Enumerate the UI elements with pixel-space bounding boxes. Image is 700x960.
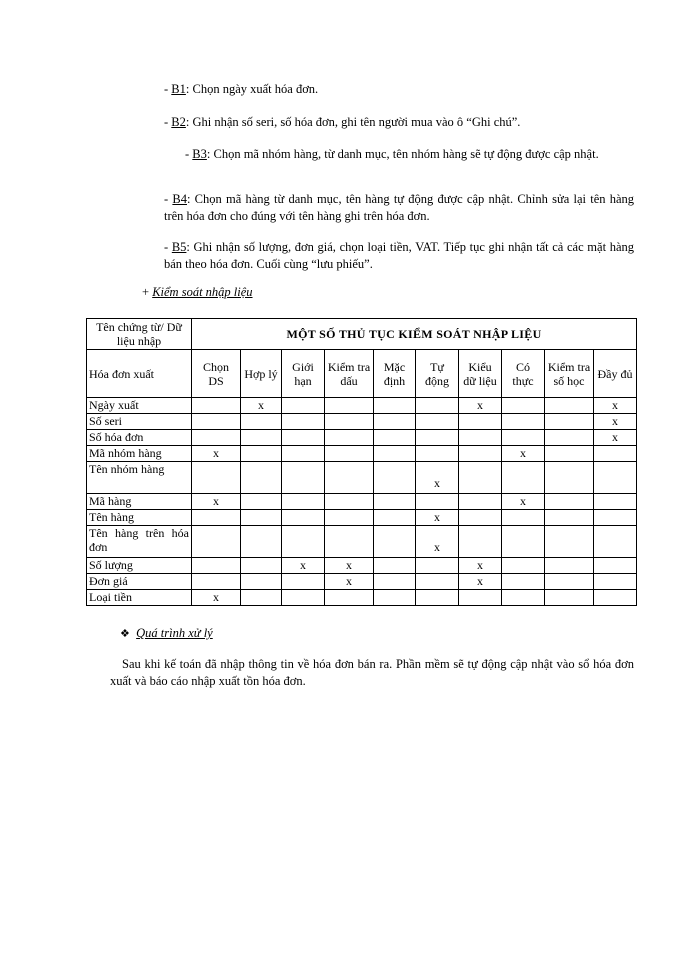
table-cell (282, 494, 325, 510)
table-cell (545, 494, 594, 510)
table-cell (416, 590, 459, 606)
table-cell (416, 398, 459, 414)
table-cell (325, 510, 374, 526)
table-cell (374, 494, 416, 510)
table-cell: x (594, 414, 637, 430)
row-label: Tên hàng trên hóa đơn (87, 526, 192, 558)
step-label: B3 (192, 147, 207, 161)
table-cell (594, 510, 637, 526)
row-label: Tên hàng (87, 510, 192, 526)
column-header: Đầy đủ (594, 350, 637, 398)
table-cell (502, 414, 545, 430)
table-cell (282, 574, 325, 590)
step-text: : Ghi nhận số lượng, đơn giá, chọn loại tiền, VAT. Tiếp tục ghi nhận tất cả các mặt hàng bán theo hóa đơn. Cuối cùng “lưu phiếu”. (164, 240, 634, 271)
table-cell (594, 446, 637, 462)
table-cell (374, 526, 416, 558)
table-cell (241, 574, 282, 590)
table-cell (459, 430, 502, 446)
table-cell (241, 414, 282, 430)
table-cell (241, 462, 282, 494)
table-cell (241, 558, 282, 574)
table-cell: x (325, 558, 374, 574)
table-cell (594, 558, 637, 574)
table-cell: x (241, 398, 282, 414)
table-row (87, 510, 637, 526)
table-cell (241, 430, 282, 446)
table-cell: x (416, 526, 459, 558)
table-cell (192, 398, 241, 414)
table-title-row (87, 319, 637, 350)
column-header: Mặc định (374, 350, 416, 398)
table-cell (282, 398, 325, 414)
table-cell (502, 462, 545, 494)
table-cell (459, 590, 502, 606)
table-cell (545, 526, 594, 558)
table-header-row (87, 350, 637, 398)
table-cell (594, 590, 637, 606)
table-cell (502, 430, 545, 446)
table-cell: x (502, 494, 545, 510)
table-cell (325, 590, 374, 606)
table-cell (325, 414, 374, 430)
column-header: Kiểm tra số học (545, 350, 594, 398)
step-text: : Ghi nhận số seri, số hóa đơn, ghi tên người mua vào ô “Ghi chú”. (185, 115, 521, 129)
table-cell (459, 510, 502, 526)
row-label: Số lượng (87, 558, 192, 574)
table-cell (416, 558, 459, 574)
table-cell (325, 398, 374, 414)
table-row (87, 398, 637, 414)
table-cell (416, 446, 459, 462)
table-cell (192, 558, 241, 574)
table-cell (282, 430, 325, 446)
table-cell (192, 526, 241, 558)
table-cell (502, 398, 545, 414)
process-title: Quá trình xử lý (136, 626, 213, 640)
table-cell (594, 526, 637, 558)
table-row (87, 494, 637, 510)
step-label: B5 (171, 240, 187, 254)
row-label: Số hóa đơn (87, 430, 192, 446)
row-label: Số seri (87, 414, 192, 430)
table-cell (282, 510, 325, 526)
table-cell: x (459, 574, 502, 590)
table-cell (459, 494, 502, 510)
table-cell (502, 590, 545, 606)
table-cell (282, 590, 325, 606)
column-header: Hợp lý (241, 350, 282, 398)
table-cell (241, 446, 282, 462)
table-title: MỘT SỐ THỦ TỤC KIỂM SOÁT NHẬP LIỆU (192, 319, 637, 350)
table-cell (594, 574, 637, 590)
column-header: Kiểu dữ liệu (459, 350, 502, 398)
table-cell (325, 494, 374, 510)
table-cell (416, 574, 459, 590)
step-text: : Chọn mã nhóm hàng, từ danh mục, tên nhóm hàng sẽ tự động được cập nhật. (206, 147, 599, 161)
table-cell (374, 446, 416, 462)
table-cell (502, 574, 545, 590)
table-cell: x (192, 590, 241, 606)
step-b3: - B3: Chọn mã nhóm hàng, từ danh mục, tên nhóm hàng sẽ tự động được cập nhật. (185, 147, 599, 161)
table-cell (282, 414, 325, 430)
table-cell (459, 526, 502, 558)
table-cell (282, 526, 325, 558)
table-row (87, 574, 637, 590)
table-cell (374, 398, 416, 414)
table-cell: x (594, 430, 637, 446)
table-cell (545, 574, 594, 590)
table-cell (459, 462, 502, 494)
row-label: Đơn giá (87, 574, 192, 590)
column-header: Kiểm tra dấu (325, 350, 374, 398)
table-cell (192, 574, 241, 590)
table-cell (545, 398, 594, 414)
step-text: : Chọn mã hàng từ danh mục, tên hàng tự động được cập nhật. Chỉnh sửa lại tên hàng trên hóa đơn cho đúng với tên hàng ghi trên hóa đơn. (164, 192, 635, 223)
table-cell (282, 446, 325, 462)
table-cell: x (416, 462, 459, 494)
table-cell (459, 414, 502, 430)
table-cell (416, 494, 459, 510)
table-row (87, 526, 637, 558)
row-label: Ngày xuất (87, 398, 192, 414)
table-cell (192, 510, 241, 526)
table-cell (374, 590, 416, 606)
table-cell (374, 414, 416, 430)
table-cell (459, 446, 502, 462)
table-cell (502, 510, 545, 526)
table-cell (416, 414, 459, 430)
table-cell (241, 510, 282, 526)
subheading-prefix: + (142, 285, 150, 299)
step-label: B2 (171, 115, 186, 129)
table-cell (545, 414, 594, 430)
table-cell (192, 414, 241, 430)
table-cell: x (459, 558, 502, 574)
step-b2: - B2: Ghi nhận số seri, số hóa đơn, ghi tên người mua vào ô “Ghi chú”. (164, 115, 521, 129)
table-cell (325, 462, 374, 494)
table-cell: x (459, 398, 502, 414)
table-cell (545, 446, 594, 462)
column-header: Chọn DS (192, 350, 241, 398)
table-cell (545, 430, 594, 446)
table-cell (545, 590, 594, 606)
step-text: : Chọn ngày xuất hóa đơn. (185, 82, 319, 96)
table-cell (192, 462, 241, 494)
row-label: Loại tiền (87, 590, 192, 606)
table-cell: x (282, 558, 325, 574)
corner-label: Tên chứng từ/ Dữ liệu nhập (87, 319, 192, 350)
table-cell (416, 430, 459, 446)
table-cell: x (594, 398, 637, 414)
table-row (87, 590, 637, 606)
doc-name: Hóa đơn xuất (87, 350, 192, 398)
table-cell (282, 462, 325, 494)
table-cell (192, 430, 241, 446)
table-row (87, 462, 637, 494)
table-cell (374, 558, 416, 574)
table-cell (594, 494, 637, 510)
step-label: B1 (171, 82, 186, 96)
subheading-title: Kiểm soát nhập liệu (152, 285, 253, 299)
table-cell (325, 430, 374, 446)
control-table (86, 318, 637, 606)
table-row (87, 430, 637, 446)
table-cell: x (325, 574, 374, 590)
table-cell (374, 574, 416, 590)
column-header: Tự động (416, 350, 459, 398)
step-b1: - B1: Chọn ngày xuất hóa đơn. (164, 82, 319, 96)
process-text: Sau khi kế toán đã nhập thông tin về hóa đơn bán ra. Phần mềm sẽ tự động cập nhật vào sổ hóa đơn xuất và báo cáo nhập xuất tồn hóa đơn. (110, 657, 634, 688)
table-cell (545, 462, 594, 494)
table-cell: x (502, 446, 545, 462)
table-cell (502, 526, 545, 558)
table-row (87, 414, 637, 430)
step-b5: - B5: Ghi nhận số lượng, đơn giá, chọn loại tiền, VAT. Tiếp tục ghi nhận tất cả các mặt hàng bán theo hóa đơn. Cuối cùng “lưu phiếu”. (164, 240, 634, 271)
column-header: Có thực (502, 350, 545, 398)
table-row (87, 558, 637, 574)
table-row (87, 446, 637, 462)
table-cell (325, 446, 374, 462)
table-cell (374, 510, 416, 526)
table-cell (545, 510, 594, 526)
table-cell (241, 494, 282, 510)
table-cell: x (192, 494, 241, 510)
row-label: Mã nhóm hàng (87, 446, 192, 462)
row-label: Mã hàng (87, 494, 192, 510)
table-cell: x (416, 510, 459, 526)
table-cell (325, 526, 374, 558)
table-cell (241, 590, 282, 606)
row-label: Tên nhóm hàng (87, 462, 192, 494)
table-cell (545, 558, 594, 574)
table-cell (374, 462, 416, 494)
table-cell (241, 526, 282, 558)
step-b4: - B4: Chọn mã hàng từ danh mục, tên hàng tự động được cập nhật. Chỉnh sửa lại tên hàng trên hóa đơn cho đúng với tên hàng ghi trên hóa đơn. (164, 192, 635, 223)
diamond-bullet-icon: ❖ (120, 628, 130, 640)
subheading (142, 285, 253, 300)
step-label: B4 (172, 192, 187, 206)
table-cell (594, 462, 637, 494)
table-cell (502, 558, 545, 574)
table-cell (374, 430, 416, 446)
column-header: Giới hạn (282, 350, 325, 398)
table-cell: x (192, 446, 241, 462)
process-heading (120, 626, 213, 641)
